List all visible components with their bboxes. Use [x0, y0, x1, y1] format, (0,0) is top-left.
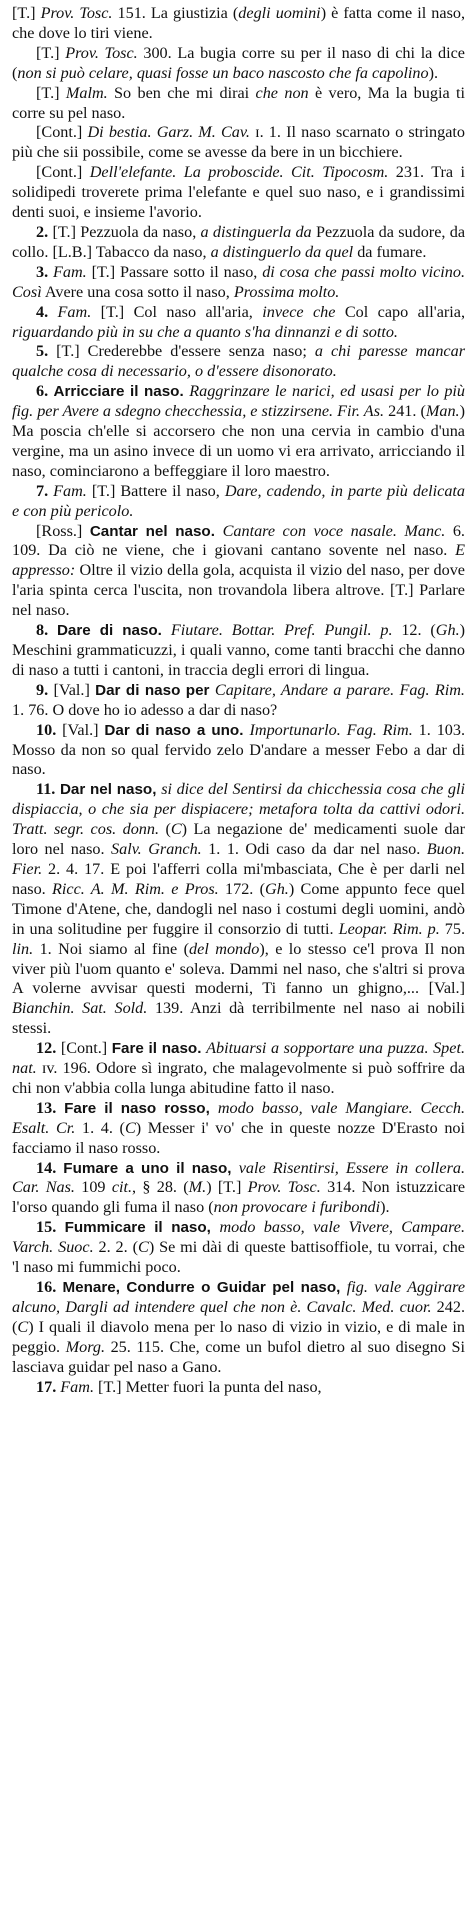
italic-text: Prossima molto.: [233, 282, 340, 301]
italic-text: Man.: [425, 402, 460, 421]
small-caps-text: T.: [103, 1377, 117, 1396]
small-caps-text: T.: [106, 302, 119, 321]
italic-text: Gh.: [435, 621, 460, 640]
body-text: 151. La giustizia (: [112, 4, 239, 22]
body-text: [Cont.]: [36, 123, 88, 142]
small-caps-text: T.: [57, 222, 71, 241]
body-text: So ben che mi dirai: [107, 83, 256, 102]
body-text: [: [52, 222, 58, 241]
dictionary-entry: [12, 44, 465, 84]
body-text: (: [159, 820, 171, 839]
entry-number: 13.: [36, 1098, 65, 1117]
italic-text: C: [138, 1238, 149, 1257]
italic-text: Dare, cadendo, in parte più delicata e con più pericolo.: [12, 481, 466, 520]
dictionary-entry: [12, 123, 465, 163]
body-text: 25. 115. Che, come un bufol dietro al suo disegno Si lasciava guidar pel naso a Gano.: [12, 1337, 465, 1376]
body-text: ɪ. 1. Il naso scarnato o stringato più che sii possibile, come se avesse da bere in un bicchiere.: [12, 123, 466, 162]
body-text: 300. La bugia corre su per il naso di chi la dice (: [12, 43, 465, 82]
body-text: 75.: [439, 919, 465, 938]
small-caps-text: T.: [41, 43, 55, 62]
entry-headword: Dare di naso.: [56, 622, 171, 640]
italic-text: a distinguerla da: [200, 222, 312, 241]
body-text: Col capo all'aria,: [335, 302, 465, 321]
entry-number: 4.: [36, 302, 58, 321]
body-text: ]: [54, 83, 66, 102]
body-text: ) I quali il diavolo mena per lo naso di vizio in vizio, e di male in peggio.: [12, 1317, 465, 1356]
italic-text: riguardando più in su che a quanto s'ha dinnanzi e di sotto.: [12, 322, 398, 341]
italic-text: Importunarlo. Fag. Rim.: [249, 720, 413, 739]
italic-text: Capitare, Andare a parare. Fag. Rim.: [214, 680, 465, 699]
italic-text: Di bestia. Garz. M. Cav.: [87, 123, 250, 142]
body-text: 139. Anzi dà terribilmente nel naso ai nobili stessi.: [12, 999, 466, 1038]
body-text: 1. 1. Odi caso da dar nel naso.: [201, 840, 427, 859]
body-text: , § 28. (: [132, 1178, 189, 1197]
body-text: ) Messer i' vo' che in queste nozze D'Erasto noi facciamo il naso rosso.: [12, 1118, 466, 1157]
body-text: [Cont.]: [36, 163, 90, 182]
body-text: ]: [235, 1178, 248, 1197]
body-text: 1. 103. Mosso da non so qual fervido zelo D'andare a messer Febo a dar di naso.: [12, 720, 466, 779]
body-text: [: [36, 83, 42, 102]
dictionary-entry: [12, 522, 465, 622]
body-text: ).: [380, 1198, 390, 1217]
entry-headword: Dar nel naso,: [59, 781, 162, 799]
body-text: è vero, Ma la bugia ti corre su pel naso.: [12, 83, 466, 122]
italic-text: Leopar. Rim. p.: [338, 919, 440, 938]
entry-number: 5.: [36, 342, 57, 361]
body-text: Pezzuola da sudore, da collo. [L.B.] Tabacco da naso,: [12, 222, 466, 261]
italic-text: Fam.: [57, 302, 92, 321]
body-text: ] Metter fuori la punta del naso,: [116, 1377, 322, 1396]
dictionary-entry: [12, 342, 465, 382]
dictionary-entry: [12, 721, 465, 781]
entry-number: 17.: [36, 1377, 61, 1396]
small-caps-text: T.: [395, 581, 409, 600]
body-text: ] Pezzuola da naso,: [70, 222, 201, 241]
body-text: ] Parlare nel naso.: [12, 581, 465, 620]
entry-headword: Fare il naso rosso,: [64, 1099, 218, 1117]
entry-number: 2.: [36, 222, 53, 241]
body-text: [: [56, 342, 62, 361]
body-text: ]: [54, 43, 66, 62]
body-text: 2. 2. (: [93, 1238, 138, 1257]
entry-headword: Fare il naso.: [111, 1040, 207, 1058]
body-text: 109: [74, 1178, 112, 1197]
italic-text: che non: [255, 83, 309, 102]
body-text: [: [12, 4, 18, 22]
italic-text: Abituarsi a sopportare una puzza. Spet. nat.: [12, 1039, 465, 1078]
dictionary-entry: [12, 482, 465, 522]
body-text: ) [: [206, 1178, 224, 1197]
dictionary-entry: [12, 1218, 465, 1278]
italic-text: vale Risentirsi, Essere in collera. Car. Nas.: [12, 1158, 466, 1197]
body-text: 241. (: [384, 402, 426, 421]
small-caps-text: T.: [97, 481, 110, 500]
entry-number: 16.: [36, 1278, 63, 1296]
italic-text: di cosa che passi molto vicino. Così: [12, 262, 466, 301]
body-text: ), e lo stesso ce'l prova Il non viver più l'uom quanto e' soleva. Dammi nel naso, che s'altri si prova A volerne avvisar questi moderni, Ti fanno un ghigno,... [Val.]: [12, 939, 466, 998]
body-text: ] Col naso all'aria,: [118, 302, 263, 321]
body-text: [Cont.]: [60, 1039, 112, 1058]
body-text: ɪv. 196. Odore sì ingrato, che malagevolmente si può soffrire da chi non v'abbia colla lunga abitudine fatto il naso.: [12, 1059, 465, 1097]
body-text: 1. Noi siamo al fine (: [33, 939, 190, 958]
italic-text: fig. vale Aggirare alcuno, Dargli ad intendere quel che non è. Cavalc. Med. cuor.: [12, 1278, 466, 1316]
dictionary-entry: [12, 1159, 465, 1219]
body-text: [Val.]: [53, 680, 96, 699]
italic-text: Prov. Tosc.: [40, 4, 113, 22]
dictionary-entry: [12, 303, 465, 343]
entry-number: 11.: [36, 780, 60, 799]
small-caps-text: T.: [97, 262, 110, 281]
body-text: 231. Tra i solidipedi troverete prima l'elefante e quel suo naso, e i grandissimi denti suoi, e insieme l'avorio.: [12, 163, 465, 222]
italic-text: non si può celare, quasi fosse un baco nascosto che fa capolino: [17, 63, 429, 82]
entry-number: 3.: [36, 262, 54, 281]
body-text: [: [91, 302, 107, 321]
dictionary-entry: [12, 163, 465, 223]
entry-number: 7.: [36, 481, 54, 500]
body-text: 172. (: [218, 879, 265, 898]
dictionary-entry: [12, 1099, 465, 1159]
entry-number: 10.: [36, 720, 63, 739]
body-text: [Val.]: [62, 720, 105, 739]
small-caps-text: T.: [41, 83, 55, 102]
italic-text: Fam.: [53, 262, 87, 281]
dictionary-entry: [12, 1278, 465, 1378]
dictionary-entry: [12, 4, 465, 44]
dictionary-entry: [12, 223, 465, 263]
body-text: 1. 76. O dove ho io adesso a dar di naso?: [12, 700, 278, 719]
body-text: ) Meschini grammaticuzzi, i quali vanno, come tanti bracchi che danno di naso a tutti i cantoni, in traccia degli errori di lingua.: [12, 621, 466, 679]
italic-text: Malm.: [65, 83, 108, 102]
italic-text: Ricc. A. M. Rim. e Pros.: [52, 879, 219, 898]
small-caps-text: T.: [61, 342, 75, 361]
entry-headword: Arricciare il naso.: [53, 383, 190, 401]
italic-text: Cantare con voce nasale. Manc.: [222, 521, 446, 540]
italic-text: degli uomini: [238, 4, 321, 22]
entry-number: 9.: [36, 680, 54, 699]
italic-text: invece che: [262, 302, 336, 321]
italic-text: Prov. Tosc.: [65, 43, 138, 62]
body-text: 1. 4. (: [75, 1118, 125, 1137]
entry-headword: Cantar nel naso.: [89, 522, 223, 540]
italic-text: modo basso, vale Vivere, Campare. Varch. Suoc.: [12, 1218, 466, 1257]
body-text: ]: [30, 4, 41, 22]
italic-text: si dice del Sentirsi da chicchessia cosa che gli dispiaccia, o che sia per dispiacere; metafora tolta da cattivi odori. Tratt. segr. cos. donn.: [12, 780, 465, 839]
italic-text: Fam.: [53, 481, 87, 500]
body-text: 2. 4. 17. E poi l'afferri colla mi'mbasciata, Che è per darli nel naso.: [12, 859, 465, 898]
dictionary-entry: [12, 84, 465, 124]
italic-text: a distinguerlo da quel: [210, 242, 354, 261]
italic-text: cit.: [111, 1178, 133, 1197]
dictionary-entry: [12, 621, 465, 681]
entry-headword: Fumare a uno il naso,: [63, 1159, 239, 1177]
body-text: ] Passare sotto il naso,: [109, 262, 263, 281]
italic-text: Salv. Granch.: [111, 840, 202, 859]
italic-text: non provocare i furibondi: [213, 1198, 381, 1217]
entry-number: 15.: [36, 1218, 65, 1237]
body-text: Avere una cosa sotto il naso,: [41, 282, 234, 301]
italic-text: C: [124, 1118, 136, 1137]
italic-text: Morg.: [65, 1337, 106, 1356]
dictionary-entry: [12, 681, 465, 721]
entry-headword: Fummicare il naso,: [64, 1219, 220, 1237]
body-text: [Ross.]: [36, 521, 90, 540]
body-text: ) Se mi dài di queste battisoffiole, tu vorrai, che 'l naso mi fummichi poco.: [12, 1238, 465, 1277]
body-text: da fumare.: [353, 242, 427, 261]
italic-text: C: [170, 820, 182, 839]
body-text: 314. Non istuzzicare l'orso quando gli fuma il naso (: [12, 1178, 466, 1217]
italic-text: Gh.: [265, 879, 289, 898]
italic-text: Fam.: [60, 1377, 94, 1396]
body-text: [: [86, 262, 97, 281]
dictionary-entry: [12, 382, 465, 482]
italic-text: lin.: [12, 939, 34, 958]
italic-text: Bianchin. Sat. Sold.: [12, 999, 148, 1018]
body-text: ) Come appunto fece quel Timone d'Atene, che, dandogli nel naso i costumi degli uomini, andò in una solitudine per fuggire il consorzio di tutti.: [12, 879, 465, 938]
italic-text: Raggrinzare le narici, ed usasi per lo più fig. per Avere a sdegno checchessia, e stizzirsene. Fir. As.: [12, 382, 466, 421]
entry-number: 12.: [36, 1039, 61, 1058]
dictionary-entry: [12, 780, 465, 1039]
dictionary-entry: [12, 1378, 465, 1398]
body-text: [: [36, 43, 42, 62]
entry-number: 14.: [36, 1158, 64, 1177]
entry-number: 8.: [36, 621, 57, 640]
body-text: ) è fatta come il naso, che dove lo tiri viene.: [12, 4, 466, 42]
entry-number: 6.: [36, 382, 54, 401]
body-text: 6. 109. Da ciò ne viene, che i giovani cantano sovente nel naso.: [12, 521, 465, 560]
italic-text: C: [17, 1317, 29, 1336]
dictionary-entry: [12, 263, 465, 303]
body-text: ).: [428, 63, 439, 82]
italic-text: Buon. Fier.: [12, 840, 465, 878]
small-caps-text: T.: [17, 4, 31, 22]
body-text: ] Crederebbe d'essere senza naso;: [74, 342, 315, 361]
italic-text: E appresso:: [12, 541, 465, 580]
body-text: ] Battere il naso,: [109, 481, 225, 500]
body-text: Oltre il vizio della gola, acquista il vizio del naso, per dove l'aria spinta cerca l'uscita, non trovandola libera altrove. [: [12, 561, 465, 600]
body-text: 242. (: [12, 1297, 466, 1336]
entry-headword: Menare, Condurre o Guidar pel naso,: [62, 1279, 347, 1296]
entry-headword: Dar di naso a uno.: [104, 721, 250, 739]
dictionary-entry: [12, 1039, 465, 1099]
italic-text: M.: [188, 1178, 207, 1197]
body-text: ) La negazione de' medicamenti suole dar loro nel naso.: [12, 820, 465, 859]
italic-text: a chi paresse mancar qualche cosa di necessario, o d'essere disonorato.: [12, 342, 465, 381]
body-text: 12. (: [392, 621, 436, 640]
italic-text: del mondo: [189, 939, 260, 958]
italic-text: Dell'elefante. La proboscide. Cit. Tipocosm.: [89, 163, 389, 182]
body-text: [: [86, 481, 98, 500]
italic-text: Prov. Tosc.: [247, 1178, 321, 1197]
italic-text: Fiutare. Bottar. Pref. Pungil. p.: [170, 621, 393, 640]
small-caps-text: T.: [223, 1178, 236, 1197]
entry-headword: Dar di naso per: [95, 681, 215, 699]
body-text: ) Ma poscia ch'elle si accorsero che non una cervia in cambio d'una vergine, ma un asino invece di un uomo vi era arrivato, arricciando il naso, cominciarono a beffeggiare il loro maestro.: [12, 402, 465, 480]
italic-text: modo basso, vale Mangiare. Cecch. Esalt. Cr.: [12, 1098, 465, 1137]
body-text: [: [94, 1377, 104, 1396]
